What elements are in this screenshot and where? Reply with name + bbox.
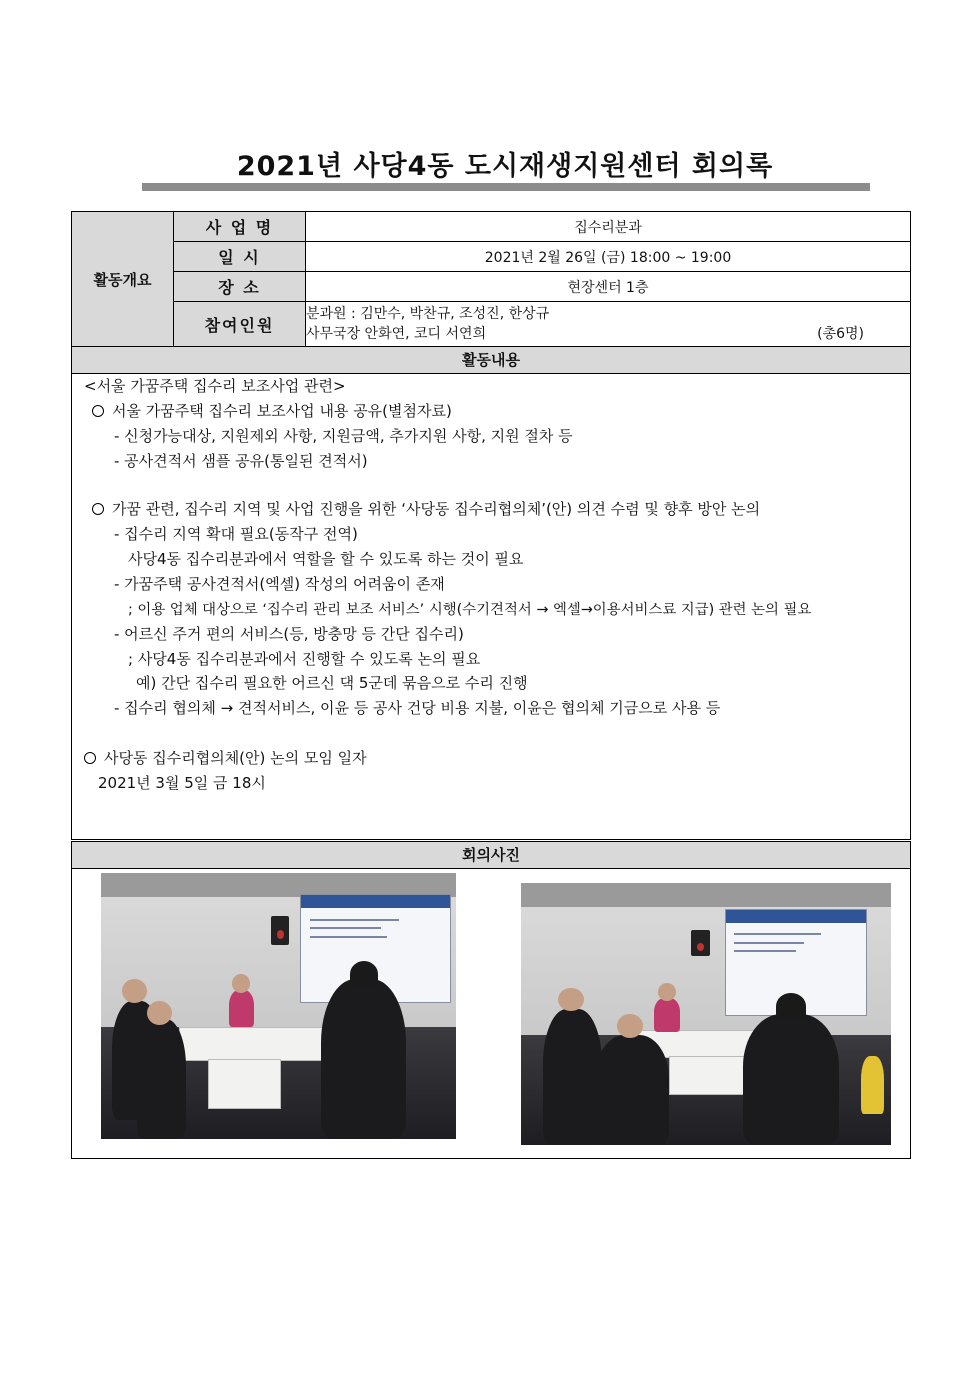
project-name-value: 집수리분과 (306, 212, 911, 242)
location-label: 장 소 (174, 272, 306, 302)
activity-subitem: - 집수리 지역 확대 필요(동작구 전역) (114, 525, 358, 543)
participants-label: 참여인원 (174, 302, 306, 347)
activity-item: 사당동 집수리협의체(안) 논의 모임 일자 (84, 747, 367, 768)
participants-line-1: 분과원 : 김만수, 박찬규, 조성진, 한상규 (306, 306, 550, 322)
circle-bullet-icon (92, 503, 104, 515)
document-title: 2021년 사당4동 도시재생지원센터 회의록 (236, 151, 774, 182)
participants-total: (총6명) (817, 326, 864, 342)
location-value: 현장센터 1층 (306, 272, 911, 302)
activity-note: ; 사당4동 집수리분과에서 진행할 수 있도록 논의 필요 (128, 650, 481, 668)
meeting-photo-1 (101, 873, 456, 1139)
activity-content (71, 373, 911, 840)
photos-header: 회의사진 (71, 841, 911, 869)
activity-subitem: - 집수리 협의체 → 견적서비스, 이윤 등 공사 건당 비용 지불, 이윤은 협의체 기금으로 사용 등 (114, 699, 721, 717)
photos-content (71, 868, 911, 1159)
activity-item: 서울 가꿈주택 집수리 보조사업 내용 공유(별첨자료) (92, 400, 452, 421)
activity-subitem: - 가꿈주택 공사견적서(엑셀) 작성의 어려움이 존재 (114, 575, 445, 593)
activity-subitem: - 신청가능대상, 지원제외 사항, 지원금액, 추가지원 사항, 지원 절차 등 (114, 427, 573, 445)
activity-subitem: - 어르신 주거 편의 서비스(등, 방충망 등 간단 집수리) (114, 625, 464, 643)
circle-bullet-icon (92, 405, 104, 417)
activity-note: 사당4동 집수리분과에서 역할을 할 수 있도록 하는 것이 필요 (128, 550, 524, 568)
activity-note: 예) 간단 집수리 필요한 어르신 댁 5군데 묶음으로 수리 진행 (136, 674, 528, 692)
activity-header: 활동내용 (71, 346, 911, 374)
meeting-photo-2 (521, 883, 891, 1145)
activity-note: ; 이용 업체 대상으로 ‘집수리 관리 보조 서비스’ 시행(수기견적서 → 엑셀→이용서비스료 지급) 관련 논의 필요 (128, 602, 812, 618)
circle-bullet-icon (84, 752, 96, 764)
activity-subitem: - 공사견적서 샘플 공유(통일된 견적서) (114, 452, 368, 470)
activity-item: 가꿈 관련, 집수리 지역 및 사업 진행을 위한 ‘사당동 집수리협의체’(안) 의견 수렴 및 향후 방안 논의 (92, 498, 760, 519)
overview-label: 활동개요 (72, 212, 174, 347)
title-underline (142, 183, 870, 191)
participants-value (306, 302, 911, 347)
project-name-label: 사 업 명 (174, 212, 306, 242)
datetime-label: 일 시 (174, 242, 306, 272)
activity-note: 2021년 3월 5일 금 18시 (98, 774, 266, 792)
activity-section-title: <서울 가꿈주택 집수리 보조사업 관련> (84, 377, 346, 395)
datetime-value: 2021년 2월 26일 (금) 18:00 ~ 19:00 (306, 242, 911, 272)
overview-table (71, 211, 911, 347)
participants-line-2: 사무국장 안화연, 코디 서연희 (306, 326, 487, 342)
